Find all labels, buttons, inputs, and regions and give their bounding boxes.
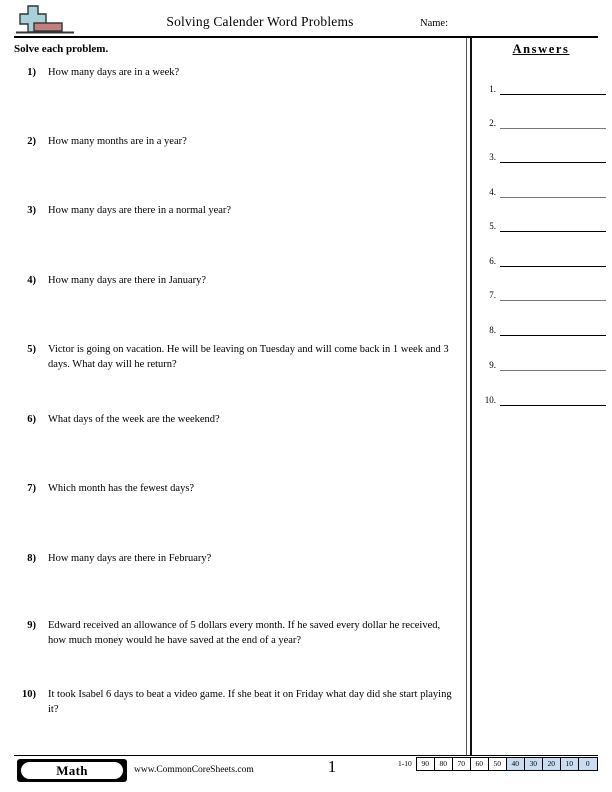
answer-blank-line[interactable]: [500, 231, 606, 232]
answer-blank-line[interactable]: [500, 370, 606, 371]
site-url[interactable]: www.CommonCoreSheets.com: [134, 765, 254, 775]
answer-index: 6.: [489, 256, 496, 266]
problem-item: [14, 135, 454, 150]
problem-text: How many days are there in February?: [48, 553, 212, 564]
score-cell: 60: [471, 758, 489, 770]
answers-heading: Answers: [512, 42, 570, 56]
answer-row[interactable]: [476, 360, 606, 371]
page-number: 1: [327, 757, 337, 776]
score-scale: [398, 757, 598, 771]
score-range-label: 1-10: [398, 759, 412, 768]
score-cell: 40: [507, 758, 525, 770]
answer-row[interactable]: [476, 290, 606, 301]
answer-index: 4.: [489, 187, 496, 197]
problem-text: What days of the week are the weekend?: [48, 414, 220, 425]
name-field-label: Name:: [420, 18, 448, 29]
problem-text: How many months are in a year?: [48, 136, 187, 147]
answer-row[interactable]: [476, 118, 606, 129]
answer-row[interactable]: [476, 84, 606, 95]
answer-row[interactable]: [476, 325, 606, 336]
problems-pane: [14, 40, 454, 715]
problem-item: [14, 413, 454, 428]
answer-blank-line[interactable]: [500, 197, 606, 198]
answer-blank-line[interactable]: [500, 162, 606, 163]
problem-text: It took Isabel 6 days to beat a video game. If she beat it on Friday what day did she start playing it?: [48, 689, 452, 715]
answer-row[interactable]: [476, 256, 606, 267]
column-divider-inner: [470, 38, 472, 755]
answer-index: 5.: [489, 221, 496, 231]
score-cell: 10: [561, 758, 579, 770]
header-divider: [14, 36, 598, 38]
problem-item: [14, 204, 454, 219]
answer-row[interactable]: [476, 395, 606, 406]
problem-number: 10): [22, 689, 36, 700]
answer-blank-line[interactable]: [500, 335, 606, 336]
answer-index: 9.: [489, 360, 496, 370]
answer-blank-line[interactable]: [500, 94, 606, 95]
answer-row[interactable]: [476, 187, 606, 198]
problem-number: 8): [27, 553, 36, 564]
answer-index: 2.: [489, 118, 496, 128]
problem-item: [14, 66, 454, 81]
score-cell: 80: [435, 758, 453, 770]
footer-divider: [14, 755, 598, 756]
problem-item: [14, 619, 454, 648]
column-divider-outer: [466, 38, 467, 755]
score-scale-cells: [416, 757, 598, 771]
problem-number: 1): [27, 67, 36, 78]
answer-index: 8.: [489, 325, 496, 335]
problem-number: 2): [27, 136, 36, 147]
answer-row[interactable]: [476, 152, 606, 163]
problem-number: 4): [27, 275, 36, 286]
subject-badge: [17, 759, 127, 782]
answer-row[interactable]: [476, 221, 606, 232]
score-cell: 30: [525, 758, 543, 770]
answer-blank-line[interactable]: [500, 300, 606, 301]
problem-number: 7): [27, 483, 36, 494]
problem-text: Victor is going on vacation. He will be leaving on Tuesday and will come back in 1 week and 3 days. What day will he return?: [48, 344, 449, 370]
problem-item: [14, 552, 454, 567]
problem-text: How many days are in a week?: [48, 67, 180, 78]
instructions-text: Solve each problem.: [14, 43, 109, 55]
math-plus-logo-icon: [14, 3, 78, 35]
score-cell: 0: [579, 758, 597, 770]
problem-number: 3): [27, 205, 36, 216]
score-cell: 50: [489, 758, 507, 770]
problem-text: How many days are there in a normal year?: [48, 205, 232, 216]
problem-item: [14, 274, 454, 289]
answer-index: 10.: [484, 395, 496, 405]
problem-item: [14, 482, 454, 497]
problem-number: 5): [27, 344, 36, 355]
problem-item: [14, 688, 454, 717]
problem-number: 9): [27, 620, 36, 631]
score-cell: 90: [417, 758, 435, 770]
answer-blank-line[interactable]: [500, 266, 606, 267]
answers-pane: [476, 40, 606, 405]
page-header: [0, 0, 612, 38]
answer-index: 3.: [489, 152, 496, 162]
answer-index: 7.: [489, 290, 496, 300]
answer-index: 1.: [489, 84, 496, 94]
problem-text: Which month has the fewest days?: [48, 483, 195, 494]
score-cell: 20: [543, 758, 561, 770]
score-cell: 70: [453, 758, 471, 770]
answer-blank-line[interactable]: [500, 405, 606, 406]
problem-text: How many days are there in January?: [48, 275, 207, 286]
problem-number: 6): [27, 414, 36, 425]
problem-text: Edward received an allowance of 5 dollars every month. If he saved every dollar he received, how much money would he have saved at the end of a year?: [48, 620, 441, 646]
page-title: Solving Calender Word Problems: [166, 14, 354, 29]
subject-badge-label: Math: [21, 762, 123, 779]
problem-item: [14, 343, 454, 372]
answer-blank-line[interactable]: [500, 128, 606, 129]
